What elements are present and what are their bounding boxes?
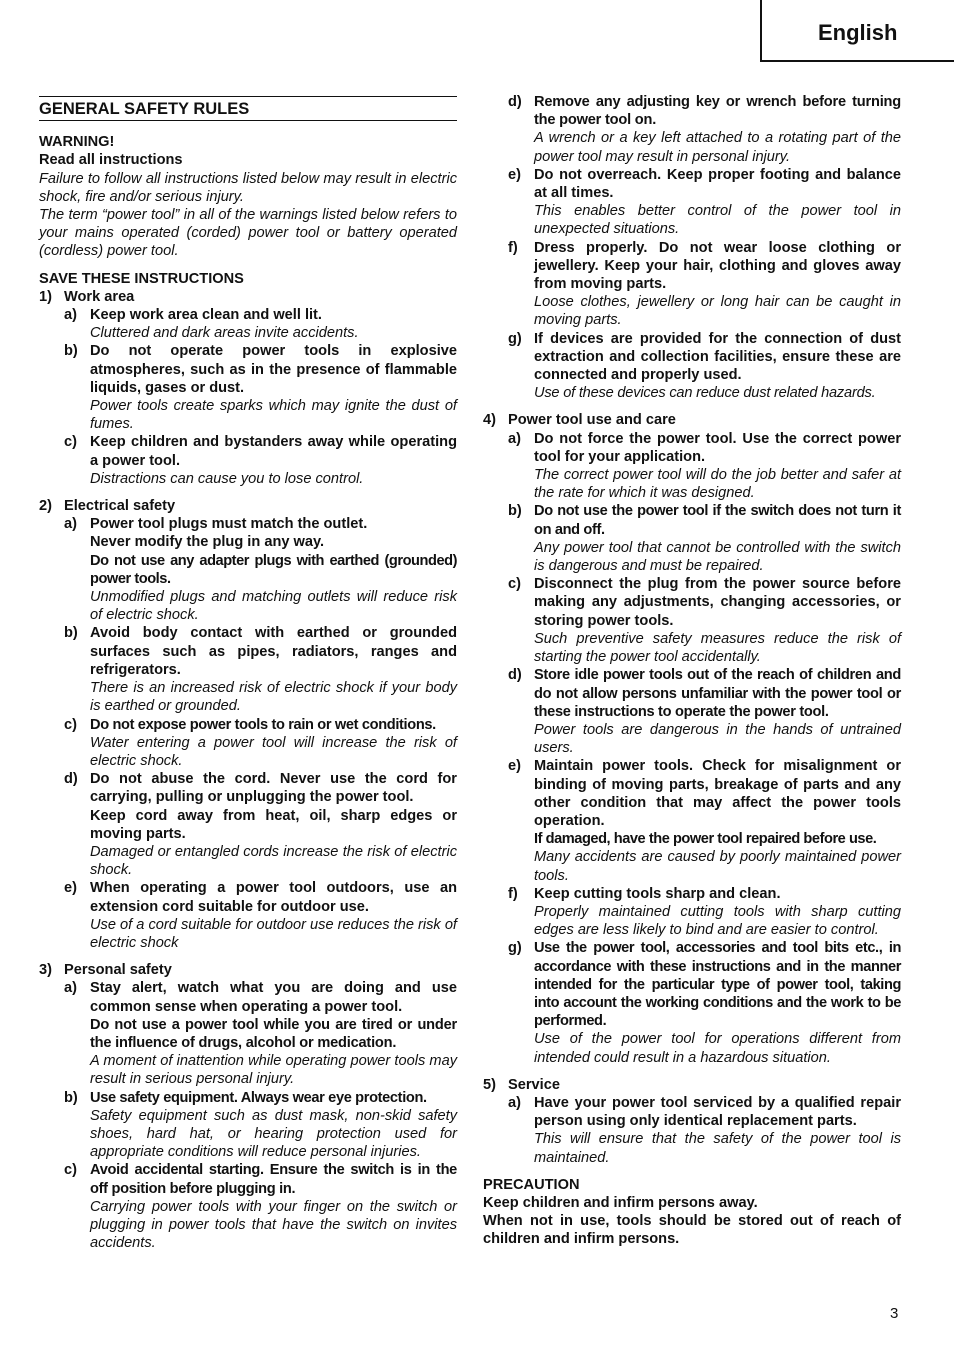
list-item: f) Dress properly. Do not wear loose clothing or jewellery. Keep your hair, clothing and gloves away from moving parts. Loose clothes, jewellery or long hair can be caught in moving parts.: [508, 239, 901, 329]
list-item: e) Maintain power tools. Check for misalignment or binding of moving parts, breakage of parts and any other condition that may affect the power tools operation. If damaged, have the power tool repaired before use. Many accidents are caused by poorly maintained power tools.: [508, 758, 901, 884]
list-item: b) Use safety equipment. Always wear eye protection. Safety equipment such as dust mask, non-skid safety shoes, hard hat, or hearing protection used for appropriate conditions will reduce personal injuries.: [64, 1089, 457, 1161]
section-electrical-safety: 2) Electrical safety: [39, 498, 176, 515]
section-personal-safety: 3) Personal safety: [39, 962, 172, 979]
list-item: a) Do not force the power tool. Use the correct power tool for your application. The correct power tool will do the job better and safer at the rate for which it was designed.: [508, 430, 901, 502]
page-number: 3: [890, 1305, 899, 1322]
list-item: b) Avoid body contact with earthed or grounded surfaces such as pipes, radiators, ranges and refrigerators. There is an increased risk of electric shock if your body is earthed or grounded.: [64, 625, 457, 715]
list-item: e) Do not overreach. Keep proper footing and balance at all times. This enables better control of the power tool in unexpected situations.: [508, 166, 901, 238]
list-item: c) Disconnect the plug from the power source before making any adjustments, changing accessories, or storing power tools. Such preventive safety measures reduce the risk of starting the power tool accidentally.: [508, 576, 901, 666]
section-heading: GENERAL SAFETY RULES: [39, 96, 457, 121]
list-item: c) Avoid accidental starting. Ensure the switch is in the off position before plugging in. Carrying power tools with your finger on the switch or plugging in power tools that have the switch on invites accidents.: [64, 1162, 457, 1252]
precaution-line-1: Keep children and infirm persons away.: [483, 1194, 758, 1211]
list-item: a) Power tool plugs must match the outlet. Never modify the plug in any way. Do not use any adapter plugs with earthed (grounded) power tools. Unmodified plugs and matching outlets will reduce risk of electric shock.: [64, 516, 457, 624]
language-tab: [760, 0, 954, 62]
section-work-area: 1) Work area: [39, 288, 135, 305]
list-item: c) Do not expose power tools to rain or wet conditions. Water entering a power tool will increase the risk of electric shock.: [64, 716, 457, 769]
list-item: c) Keep children and bystanders away while operating a power tool. Distractions can cause you to lose control.: [64, 434, 457, 487]
list-item: d) Remove any adjusting key or wrench before turning the power tool on. A wrench or a key left attached to a rotating part of the power tool may result in personal injury.: [508, 94, 901, 165]
list-item: f) Keep cutting tools sharp and clean. Properly maintained cutting tools with sharp cutting edges are less likely to bind and are easier to control.: [508, 885, 901, 939]
section-service: 5) Service: [483, 1076, 560, 1093]
section-power-tool-use: 4) Power tool use and care: [483, 412, 676, 429]
list-item: e) When operating a power tool outdoors, use an extension cord suitable for outdoor use. Use of a cord suitable for outdoor use reduces the risk of electric shock: [64, 880, 457, 951]
list-item: b) Do not use the power tool if the switch does not turn it on and off. Any power tool that cannot be controlled with the switch is dangerous and must be repaired.: [508, 503, 901, 575]
warning-title: WARNING!: [39, 134, 115, 151]
list-item: d) Store idle power tools out of the reach of children and do not allow persons unfamiliar with the power tool or these instructions to operate the power tool. Power tools are dangerous in the hands of untrained users.: [508, 667, 901, 757]
save-instructions: SAVE THESE INSTRUCTIONS: [39, 270, 244, 287]
precaution-line-2: When not in use, tools should be stored out of reach of children and infirm persons.: [483, 1213, 901, 1248]
left-column: [39, 96, 457, 1252]
precaution-title: PRECAUTION: [483, 1176, 580, 1193]
list-item: g) If devices are provided for the connection of dust extraction and collection facilities, ensure these are connected and properly used. Use of these devices can reduce dust related hazards.: [508, 330, 901, 402]
list-item: a) Have your power tool serviced by a qualified repair person using only identical replacement parts. This will ensure that the safety of the power tool is maintained.: [508, 1094, 901, 1166]
list-item: a) Stay alert, watch what you are doing and use common sense when operating a power tool. Do not use a power tool while you are tired or under the influence of drugs, alcohol or medication. A moment of inattention while operating power tools may result in serious personal injury.: [64, 980, 457, 1088]
warning-paragraph-1: Failure to follow all instructions listed below may result in electric shock, fire and/or serious injury.: [39, 170, 457, 205]
language-label: English: [818, 20, 898, 45]
warning-paragraph-2: The term “power tool” in all of the warnings listed below refers to your mains operated (corded) power tool or battery operated (cordless) power tool.: [39, 207, 457, 260]
right-column: [483, 93, 901, 1249]
list-item: b) Do not operate power tools in explosive atmospheres, such as in the presence of flammable liquids, gases or dust. Power tools create sparks which may ignite the dust of fumes.: [64, 343, 457, 433]
list-item: a) Keep work area clean and well lit. Cluttered and dark areas invite accidents.: [64, 307, 359, 342]
list-item: d) Do not abuse the cord. Never use the cord for carrying, pulling or unplugging the power tool. Keep cord away from heat, oil, sharp edges or moving parts. Damaged or entangled cords increase the risk of electric shock.: [64, 771, 457, 879]
warning-subtitle: Read all instructions: [39, 152, 183, 169]
list-item: g) Use the power tool, accessories and tool bits etc., in accordance with these instructions and in the manner intended for the particular type of power tool, taking into account the working conditions and the work to be performed. Use of the power tool for operations different from intended could result in a hazardous situation.: [508, 940, 901, 1066]
